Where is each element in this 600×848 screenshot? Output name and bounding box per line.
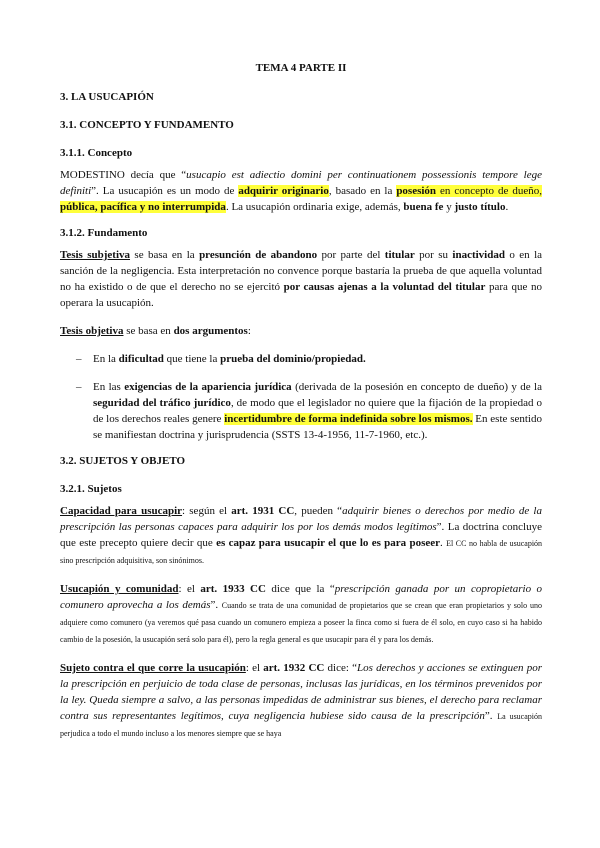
heading-concepto: 3.1.1. Concepto — [60, 147, 133, 159]
heading-concepto-fundamento: 3.1. CONCEPTO Y FUNDAMENTO — [60, 119, 234, 131]
heading-sujetos-objeto: 3.2. SUJETOS Y OBJETO — [60, 455, 186, 467]
paragraph-comunidad: Usucapión y comunidad: el art. 1933 CC dice que la “prescripción ganada por un copropietario o comunero aprovecha a los demás”. Cuando se trata de una comunidad de propietarios que se crean que eran propietarios y solo uno adquiere como comunero (ya veremos qué pasa cuando un comunero empieza a poseer la finca como si fuera de él solo, en cuyo caso si ha habido cambio de la posesión, la usucapión será solo para él), pero la regla general es que usucapir para él y para los demás. — [60, 583, 543, 644]
document-title: TEMA 4 PARTE II — [255, 62, 347, 74]
paragraph-tesis-objetiva: Tesis objetiva se basa en dos argumentos: — [60, 325, 251, 337]
document-page — [60, 62, 542, 754]
list-item: – En la dificultad que tiene la prueba del dominio/propiedad. — [60, 351, 542, 367]
paragraph-capacidad: Capacidad para usucapir: según el art. 1931 CC, pueden “adquirir bienes o derechos por medio de la prescripción las personas capaces para adquirir los por los demás modos legítimos”. La doctrina concluye que este precepto quiere decir que es capaz para usucapir el que lo es para poseer. El CC no habla de usucapión sino prescripción adquisitiva, son sinónimos. — [60, 505, 543, 565]
paragraph-tesis-subjetiva: Tesis subjetiva se basa en la presunción de abandono por parte del titular por su inactividad o en la sanción de la negligencia. Esta interpretación no convence porque bastaría la prueba de que aquella voluntad no ha existido o de que el derecho no se ejercitó por causas ajenas a la voluntad del titular para que no operara la usucapión. — [60, 249, 543, 309]
heading-usucapion: 3. LA USUCAPIÓN — [60, 91, 154, 103]
argumentos-list — [60, 351, 542, 443]
list-item: – En las exigencias de la apariencia jurídica (derivada de la posesión en concepto de dueño) y de la seguridad del tráfico jurídico, de modo que el legislador no quiere que la fijación de la propiedad o de los derechos reales genere incertidumbre de forma indefinida sobre los mismos. En este sentido se manifiestan doctrina y jurisprudencia (SSTS 13-4-1956, 11-7-1960, etc.). — [60, 379, 542, 443]
paragraph-concepto: MODESTINO decía que “usucapio est adiectio domini per continuationem possessionis tempore lege definiti”. La usucapión es un modo de adquirir originario, basado en la posesión en concepto de dueño, pública, pacífica y no interrumpida. La usucapión ordinaria exige, además, buena fe y justo título. — [60, 169, 542, 213]
heading-sujetos: 3.2.1. Sujetos — [60, 483, 122, 495]
paragraph-sujeto-contra: Sujeto contra el que corre la usucapión: el art. 1932 CC dice: “Los derechos y acciones se extinguen por la prescripción en perjuicio de toda clase de personas, inclusas las jurídicas, en los términos prevenidos por la ley. Queda siempre a salvo, a las personas impedidas de administrar sus bienes, el derecho para reclamar contra sus representantes legítimos, cuya negligencia hubiese sido causa de la prescripción”. La usucapión perjudica a todo el mundo incluso a los menores siempre que se haya — [60, 662, 543, 738]
heading-fundamento: 3.1.2. Fundamento — [60, 227, 148, 239]
